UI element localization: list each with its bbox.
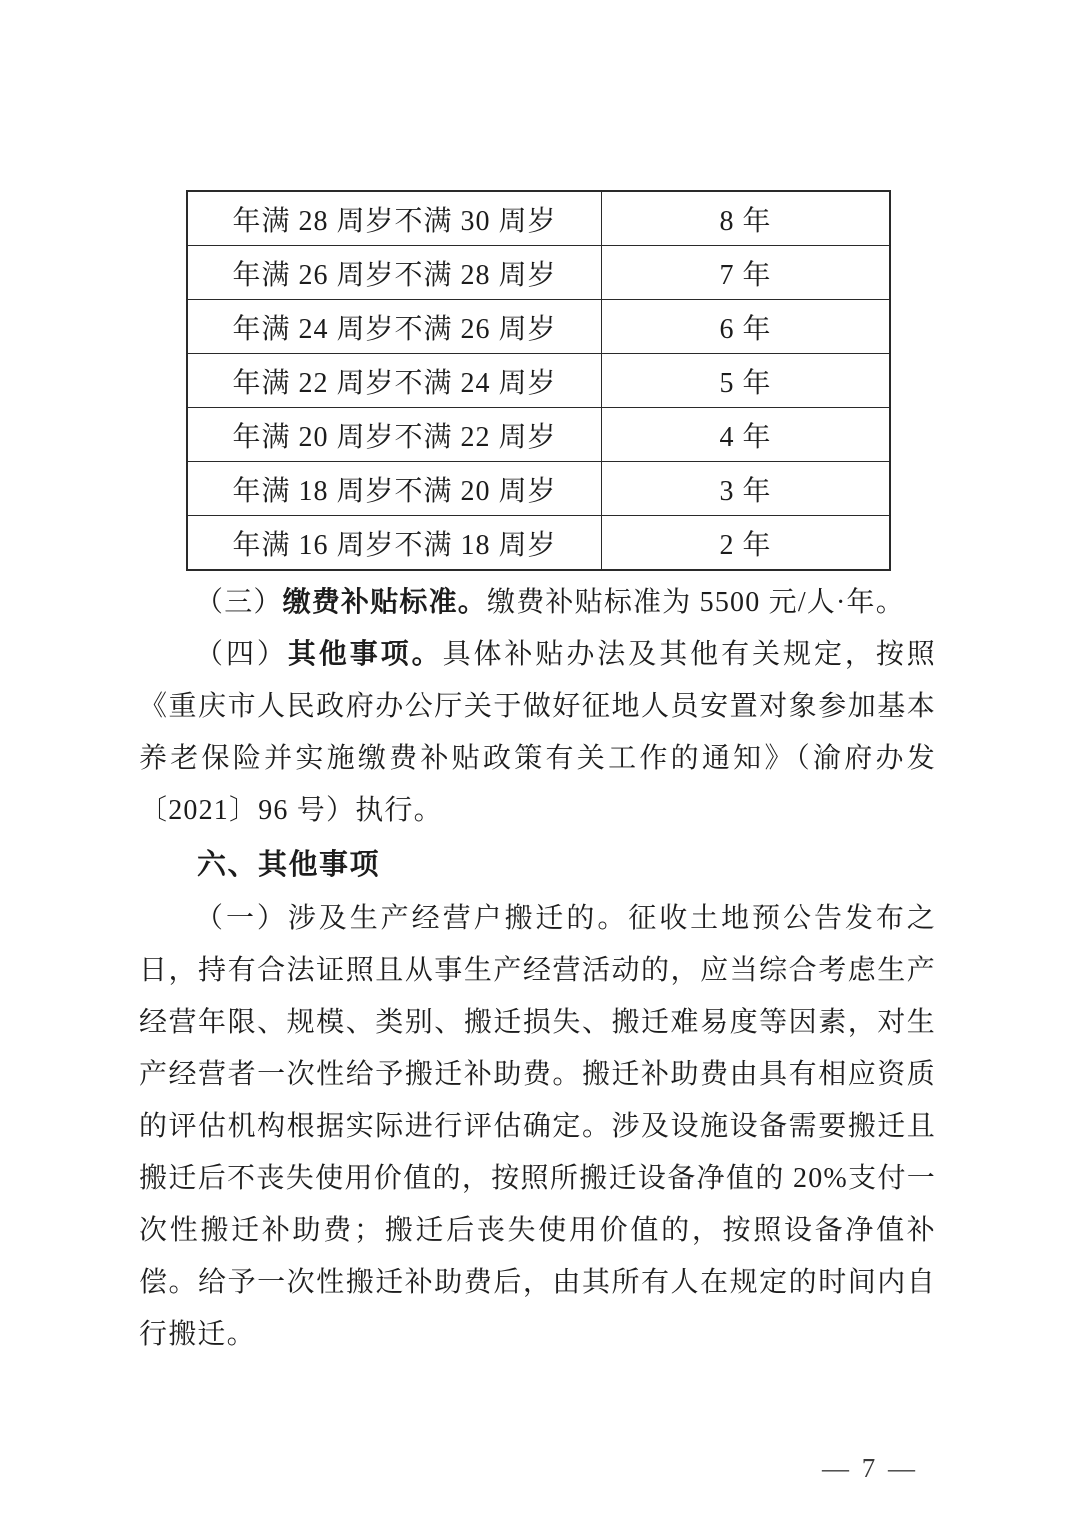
table-row xyxy=(187,408,890,462)
paragraph-relocation-label: （一） xyxy=(195,903,288,934)
paragraph-other-matters-sub-text: 具体补贴办法及其他有关规定，按照《重庆市人民政府办公厅关于做好征地人员安置对象参加基本养老保险并实施缴费补贴政策有关工作的通知》（渝府办发〔2021〕96 号）执行。 xyxy=(139,639,936,826)
pension-payment-years-table xyxy=(186,190,891,571)
table-row xyxy=(187,300,890,354)
table-row xyxy=(187,516,890,571)
paragraph-subsidy-standard-label: （三） xyxy=(195,587,283,618)
age-range-cell: 年满 28 周岁不满 30 周岁 xyxy=(187,191,602,246)
age-range-cell: 年满 22 周岁不满 24 周岁 xyxy=(187,354,602,408)
age-range-cell: 年满 16 周岁不满 18 周岁 xyxy=(187,516,602,571)
years-cell: 4 年 xyxy=(602,408,891,462)
age-range-cell: 年满 24 周岁不满 26 周岁 xyxy=(187,300,602,354)
table-row xyxy=(187,246,890,300)
age-range-cell: 年满 20 周岁不满 22 周岁 xyxy=(187,408,602,462)
table-row xyxy=(187,191,890,246)
table-row xyxy=(187,354,890,408)
years-cell: 2 年 xyxy=(602,516,891,571)
paragraph-other-matters-sub-label: （四） xyxy=(195,639,288,670)
age-range-cell: 年满 18 周岁不满 20 周岁 xyxy=(187,462,602,516)
paragraph-other-matters-sub xyxy=(139,629,936,837)
paragraph-other-matters-sub-lead: 其他事项。 xyxy=(287,639,443,670)
age-range-cell: 年满 26 周岁不满 28 周岁 xyxy=(187,246,602,300)
years-cell: 8 年 xyxy=(602,191,891,246)
document-body xyxy=(139,577,936,1361)
years-cell: 5 年 xyxy=(602,354,891,408)
paragraph-relocation xyxy=(139,893,936,1361)
years-cell: 3 年 xyxy=(602,462,891,516)
paragraph-subsidy-standard xyxy=(139,577,936,629)
years-cell: 6 年 xyxy=(602,300,891,354)
table-row xyxy=(187,462,890,516)
page-number: — 7 — xyxy=(822,1453,918,1483)
paragraph-subsidy-standard-lead: 缴费补贴标准。 xyxy=(282,587,488,618)
paragraph-relocation-text: 涉及生产经营户搬迁的。征收土地预公告发布之日，持有合法证照且从事生产经营活动的，应当综合考虑生产经营年限、规模、类别、搬迁损失、搬迁难易度等因素，对生产经营者一次性给予搬迁补助费。搬迁补助费由具有相应资质的评估机构根据实际进行评估确定。涉及设施设备需要搬迁且搬迁后不丧失使用价值的，按照所搬迁设备净值的 20%支付一次性搬迁补助费；搬迁后丧失使用价值的，按照设备净值补偿。给予一次性搬迁补助费后，由其所有人在规定的时间内自行搬迁。 xyxy=(139,903,936,1350)
section-heading-other-matters: 六、其他事项 xyxy=(197,849,381,881)
paragraph-subsidy-standard-text: 缴费补贴标准为 5500 元/人·年。 xyxy=(487,587,905,618)
years-cell: 7 年 xyxy=(602,246,891,300)
